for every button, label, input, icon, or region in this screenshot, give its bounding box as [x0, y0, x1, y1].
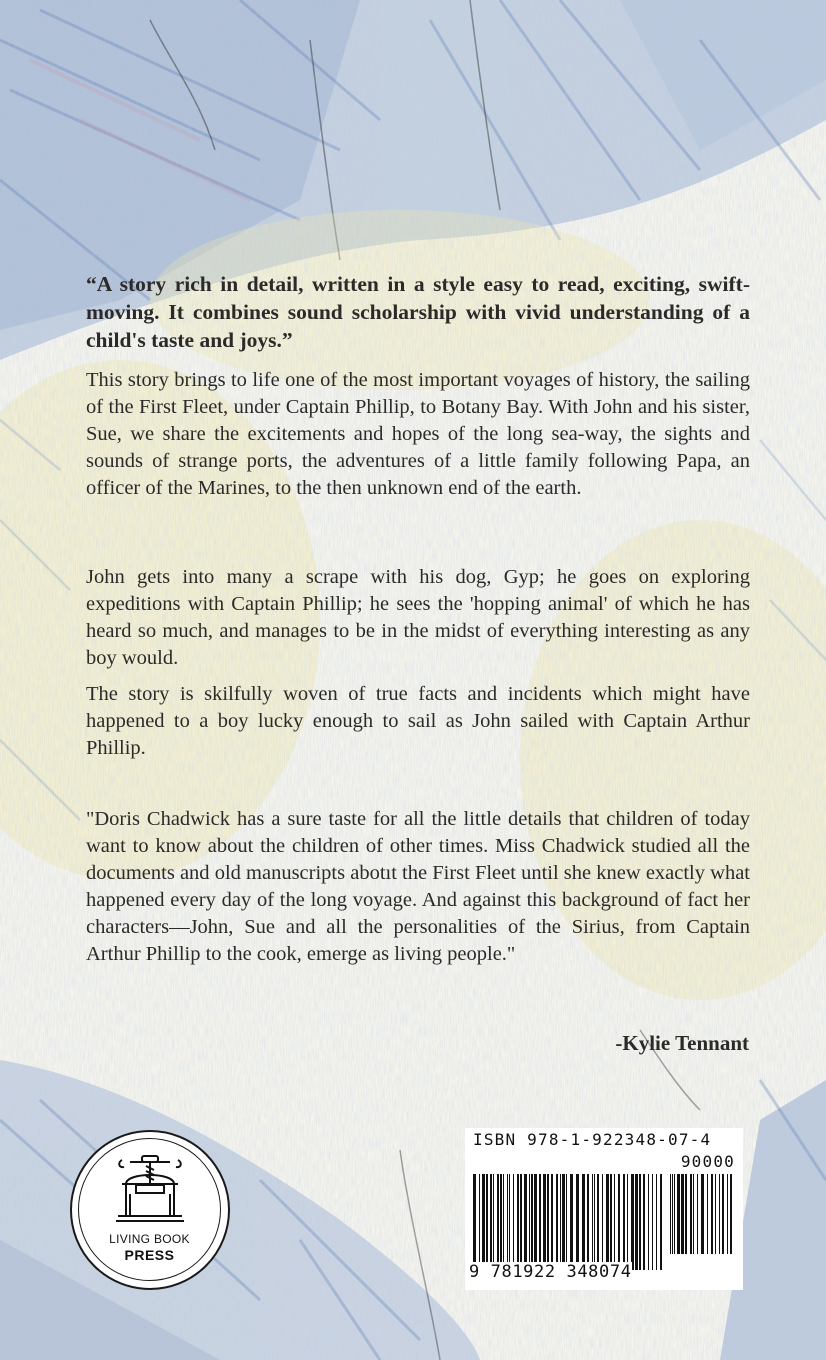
- barcode-bar: [570, 1174, 573, 1270]
- isbn-barcode: [465, 1128, 743, 1290]
- review-quote: “A story rich in detail, written in a style easy to read, exciting, swift-moving. It combines sound scholarship with vivid understanding of a child's taste and joys.”: [86, 272, 750, 352]
- barcode-bar: [610, 1174, 612, 1270]
- barcode-bar: [493, 1174, 494, 1270]
- barcode-bar: [497, 1174, 499, 1270]
- barcode-bar: [631, 1174, 634, 1270]
- barcode-bar: [513, 1174, 514, 1270]
- barcode-bar: [690, 1174, 692, 1254]
- barcode-bar: [582, 1174, 585, 1270]
- review-author: -Kylie Tennant: [615, 1031, 749, 1055]
- barcode-bar: [597, 1174, 599, 1270]
- barcode-bar: [529, 1174, 530, 1270]
- barcode-bar: [500, 1174, 502, 1270]
- barcode-bar: [594, 1174, 595, 1270]
- publisher-name-2: PRESS: [124, 1247, 175, 1263]
- barcode-bar: [711, 1174, 713, 1254]
- barcode-bar: [602, 1174, 603, 1270]
- barcode-bar: [618, 1174, 620, 1270]
- barcode-bar: [627, 1174, 628, 1270]
- barcode-bar: [490, 1174, 492, 1270]
- barcode-bar: [517, 1174, 519, 1270]
- description-paragraph-2: John gets into many a scrape with his dog, Gyp; he goes on exploring expeditions with Captain Phillip; he sees the 'hopping animal' of which he has heard so much, and manages to be in the midst of everything interesting as any boy would.: [86, 566, 750, 669]
- barcode-bar: [685, 1174, 687, 1254]
- description-paragraph-1: This story brings to life one of the most important voyages of history, the sailing of the First Fleet, under Captain Phillip, to Botany Bay. With John and his sister, Sue, we share the excitements and hopes of the long sea-way, the sights and sounds of strange ports, the adventures of a little family following Papa, an officer of the Marines, to the then unknown end of the earth.: [86, 369, 750, 499]
- barcode-bar: [509, 1174, 510, 1270]
- price-barcode-bars: [670, 1174, 736, 1254]
- barcode-bar: [715, 1174, 716, 1254]
- barcode-bar: [719, 1174, 720, 1254]
- barcode-bar: [524, 1174, 527, 1270]
- barcode-bar: [503, 1174, 504, 1270]
- barcode-bar: [727, 1174, 728, 1254]
- isbn-number: ISBN 978-1-922348-07-4: [473, 1130, 712, 1149]
- barcode-bar: [592, 1174, 593, 1270]
- barcode-bar: [648, 1174, 649, 1270]
- publisher-logo: [70, 1130, 230, 1290]
- barcode-bar: [531, 1174, 533, 1270]
- barcode-bar: [722, 1174, 724, 1254]
- barcode-bar: [643, 1174, 645, 1270]
- barcode-bar: [482, 1174, 485, 1270]
- description-paragraph-3: The story is skilfully woven of true facts and incidents which might have happened to a boy lucky enough to sail as John sailed with Captain Arthur Phillip.: [86, 683, 750, 759]
- barcode-bar: [562, 1174, 565, 1270]
- barcode-bar: [539, 1174, 541, 1270]
- barcode-bar: [556, 1174, 558, 1270]
- barcode-bar: [547, 1174, 549, 1270]
- price-code: 90000: [680, 1152, 735, 1171]
- barcode-bar: [520, 1174, 522, 1270]
- barcode-bar: [576, 1174, 579, 1270]
- barcode-bar: [473, 1174, 476, 1270]
- review-paragraph: "Doris Chadwick has a sure taste for all the little details that children of today want to know about the children of other times. Miss Chadwick studied all the documents and old manuscripts abotıt the First Fleet until she knew exactly what happened every day of the long voyage. And against this background of fact her characters—John, Sue and all the personalities of the Sirius, from Captain Arthur Phillip to the cook, emerge as living people.": [86, 808, 750, 965]
- barcode-bar: [507, 1174, 508, 1270]
- barcode-bar: [677, 1174, 680, 1254]
- barcode-bar: [635, 1174, 638, 1270]
- ean-barcode-bars: [473, 1174, 663, 1270]
- barcode-bar: [534, 1174, 537, 1270]
- barcode-bar: [707, 1174, 708, 1254]
- ean-digits: 9 781922 348074: [469, 1262, 632, 1282]
- barcode-bar: [606, 1174, 609, 1270]
- barcode-bar: [551, 1174, 553, 1270]
- barcode-bar: [656, 1174, 657, 1270]
- barcode-bar: [614, 1174, 615, 1270]
- barcode-bar: [543, 1174, 546, 1270]
- barcode-bar: [674, 1174, 675, 1254]
- barcode-bar: [587, 1174, 589, 1270]
- book-press-icon: [112, 1154, 188, 1228]
- barcode-bar: [672, 1174, 673, 1254]
- barcode-bar: [560, 1174, 561, 1270]
- barcode-bar: [652, 1174, 653, 1270]
- barcode-bar: [486, 1174, 488, 1270]
- barcode-bar: [639, 1174, 641, 1270]
- barcode-bar: [697, 1174, 698, 1254]
- barcode-bar: [730, 1174, 732, 1254]
- barcode-bar: [701, 1174, 704, 1254]
- barcode-bar: [681, 1174, 684, 1254]
- barcode-bar: [693, 1174, 694, 1254]
- barcode-bar: [660, 1174, 662, 1270]
- barcode-bar: [670, 1174, 671, 1254]
- barcode-bar: [566, 1174, 567, 1270]
- publisher-name: LIVING BOOK: [109, 1232, 190, 1246]
- barcode-bar: [479, 1174, 480, 1270]
- barcode-bar: [623, 1174, 625, 1270]
